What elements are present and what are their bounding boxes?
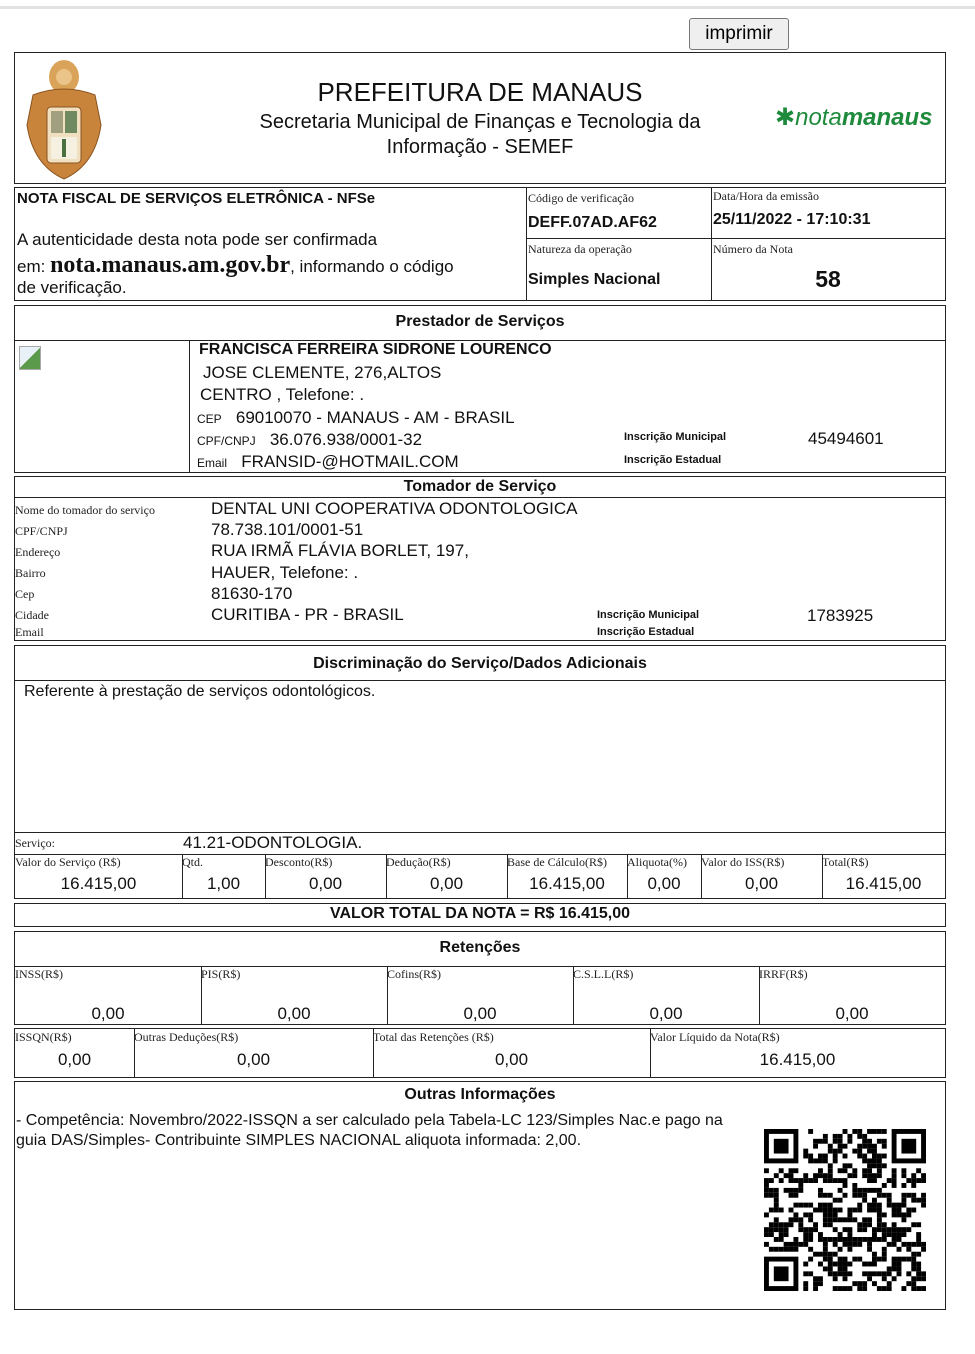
tomador-field-label: Cidade	[15, 608, 49, 622]
tomador-field-label: Email	[15, 625, 44, 639]
value-cell: 0,00	[429, 874, 464, 893]
value-cell: 16.415,00	[845, 874, 922, 893]
value-cell: 0,00	[744, 874, 779, 893]
retencao-value: 0,00	[277, 1004, 311, 1023]
value-cell: 16.415,00	[529, 874, 605, 893]
tomador-field-label: Cep	[15, 587, 35, 601]
prestador-box: Prestador de Serviços FRANCISCA FERREIRA SIDRONE LOURENCO JOSE CLEMENTE, 276,ALTOS CENTRO , Telefone: . CEP 69010070 - MANAUS - AM - BRASIL CPF/CNPJ 36.076.938/0001-32 Email FRANSID-@HOTMAIL.COM Inscrição Municipal 45494601 Inscrição Estadual	[14, 305, 946, 473]
retencao-value: 0,00	[91, 1004, 125, 1023]
retencao-label: Valor Líquido da Nota(R$)	[650, 1030, 780, 1044]
header-subtitle-1: Secretaria Municipal de Finanças e Tecnologia da	[259, 111, 701, 133]
value-cell: 0,00	[647, 874, 681, 893]
value-label: Base de Cálculo(R$)	[507, 855, 607, 869]
tomador-field-value: DENTAL UNI COOPERATIVA ODONTOLOGICA	[211, 499, 578, 518]
retencao-value: 0,00	[835, 1004, 869, 1023]
notamanaus-logo: ✱notamanaus	[775, 104, 933, 131]
retencao-value: 0,00	[649, 1004, 683, 1023]
document-title: NOTA FISCAL DE SERVIÇOS ELETRÔNICA - NFSe	[17, 190, 376, 207]
tomador-field-value: HAUER, Telefone: .	[211, 563, 359, 582]
retencao-label: ISSQN(R$)	[15, 1030, 72, 1044]
top-divider	[0, 6, 975, 9]
value-label: Valor do ISS(R$)	[701, 855, 785, 869]
retencao-label: IRRF(R$)	[759, 967, 808, 981]
retencao-value: 0,00	[236, 1050, 271, 1069]
tomador-field-label: Bairro	[15, 566, 46, 580]
retencao-value: 16.415,00	[759, 1050, 836, 1069]
print-button[interactable]: imprimir	[689, 18, 789, 50]
tomador-box: Tomador de Serviço Nome do tomador do serviço DENTAL UNI COOPERATIVA ODONTOLOGICA CPF/CNPJ 78.738.101/0001-51 Endereço RUA IRMÃ FLÁVIA BORLET, 197, Bairro HAUER, Telefone: . Cep 81630-170 Cidade CURITIBA - PR - BRASIL Email Inscrição Municipal 1783925 Inscrição Estadual	[14, 476, 946, 641]
tomador-field-label: Nome do tomador do serviço	[15, 503, 155, 517]
broken-image-icon	[19, 346, 41, 370]
total-box	[14, 903, 946, 927]
note-number: 58	[815, 266, 841, 292]
retencao-label: Cofins(R$)	[387, 967, 441, 981]
value-label: Qtd.	[182, 855, 203, 869]
value-label: Dedução(R$)	[386, 855, 451, 869]
tomador-field-label: CPF/CNPJ	[15, 524, 68, 538]
emission-datetime: 25/11/2022 - 17:10:31	[713, 211, 871, 228]
retencao-value: 0,00	[463, 1004, 497, 1023]
header-subtitle-2: Informação - SEMEF	[386, 136, 574, 158]
value-label: Desconto(R$)	[265, 855, 333, 869]
tomador-field-value: RUA IRMÃ FLÁVIA BORLET, 197,	[211, 541, 469, 560]
qr-code	[764, 1129, 926, 1291]
verification-code: DEFF.07AD.AF62	[528, 214, 657, 231]
header-title: PREFEITURA DE MANAUS	[317, 77, 643, 107]
header-box	[14, 52, 946, 184]
retencao-label: INSS(R$)	[15, 967, 64, 981]
nfse-info-box: NOTA FISCAL DE SERVIÇOS ELETRÔNICA - NFSe A autenticidade desta nota pode ser confirmada em: nota.manaus.am.gov.br, informando o código de verificação. Código de verificação DEFF.07AD.AF62 Data/Hora da emissão 25/11/2022 - 17:10:31 Natureza da operação Simples Nacional Número da Nota 58	[14, 187, 946, 301]
retencao-value: 0,00	[57, 1050, 92, 1069]
retencao-label: Outras Deduções(R$)	[134, 1030, 239, 1044]
service-description: Referente à prestação de serviços odontológicos.	[24, 683, 376, 700]
value-cell: 1,00	[206, 874, 241, 893]
service-code: 41.21-ODONTOLOGIA.	[183, 833, 363, 852]
operation-nature: Simples Nacional	[528, 271, 661, 288]
retencao-label: Total das Retenções (R$)	[373, 1030, 494, 1044]
tomador-field-value: CURITIBA - PR - BRASIL	[211, 605, 404, 624]
retencoes-row-2-box	[14, 1028, 946, 1078]
asterisk-icon: ✱	[775, 104, 796, 131]
auth-text: A autenticidade desta nota pode ser confirmada	[17, 230, 378, 249]
retencao-value: 0,00	[494, 1050, 529, 1069]
retencao-label: PIS(R$)	[201, 967, 241, 981]
discriminacao-box: Discriminação do Serviço/Dados Adicionais Referente à prestação de serviços odontológicos. Serviço: 41.21-ODONTOLOGIA. Valor do Serviço (R$) 16.415,00 Qtd. 1,00 Desconto(R$) 0,00 Dedução(R$) 0,00 Base de Cálculo(R$) 16.415,00 Aliquota(%) 0,00 Valor do ISS(R$) 0,00 Total(R$) 16.415,00	[14, 645, 946, 899]
verification-site-link[interactable]: nota.manaus.am.gov.br	[50, 252, 291, 278]
tomador-field-value: 81630-170	[211, 584, 293, 603]
value-label: Total(R$)	[822, 855, 869, 869]
outras-informacoes-box: Outras Informações - Competência: Novembro/2022-ISSQN a ser calculado pela Tabela-LC 123/Simples Nac.e pago na guia DAS/Simples- Contribuinte SIMPLES NACIONAL aliquota informada: 2,00.	[14, 1081, 946, 1310]
total-value: VALOR TOTAL DA NOTA = R$ 16.415,00	[329, 905, 631, 922]
value-label: Aliquota(%)	[627, 855, 687, 869]
retencao-label: C.S.L.L(R$)	[573, 967, 634, 981]
tomador-field-value: 78.738.101/0001-51	[211, 520, 364, 539]
retencoes-box: Retenções INSS(R$) 0,00 PIS(R$) 0,00 Cofins(R$) 0,00 C.S.L.L(R$) 0,00 IRRF(R$) 0,00	[14, 931, 946, 1025]
value-label: Valor do Serviço (R$)	[15, 855, 121, 869]
tomador-field-label: Endereço	[15, 545, 61, 559]
value-cell: 16.415,00	[60, 874, 137, 893]
value-cell: 0,00	[308, 874, 343, 893]
